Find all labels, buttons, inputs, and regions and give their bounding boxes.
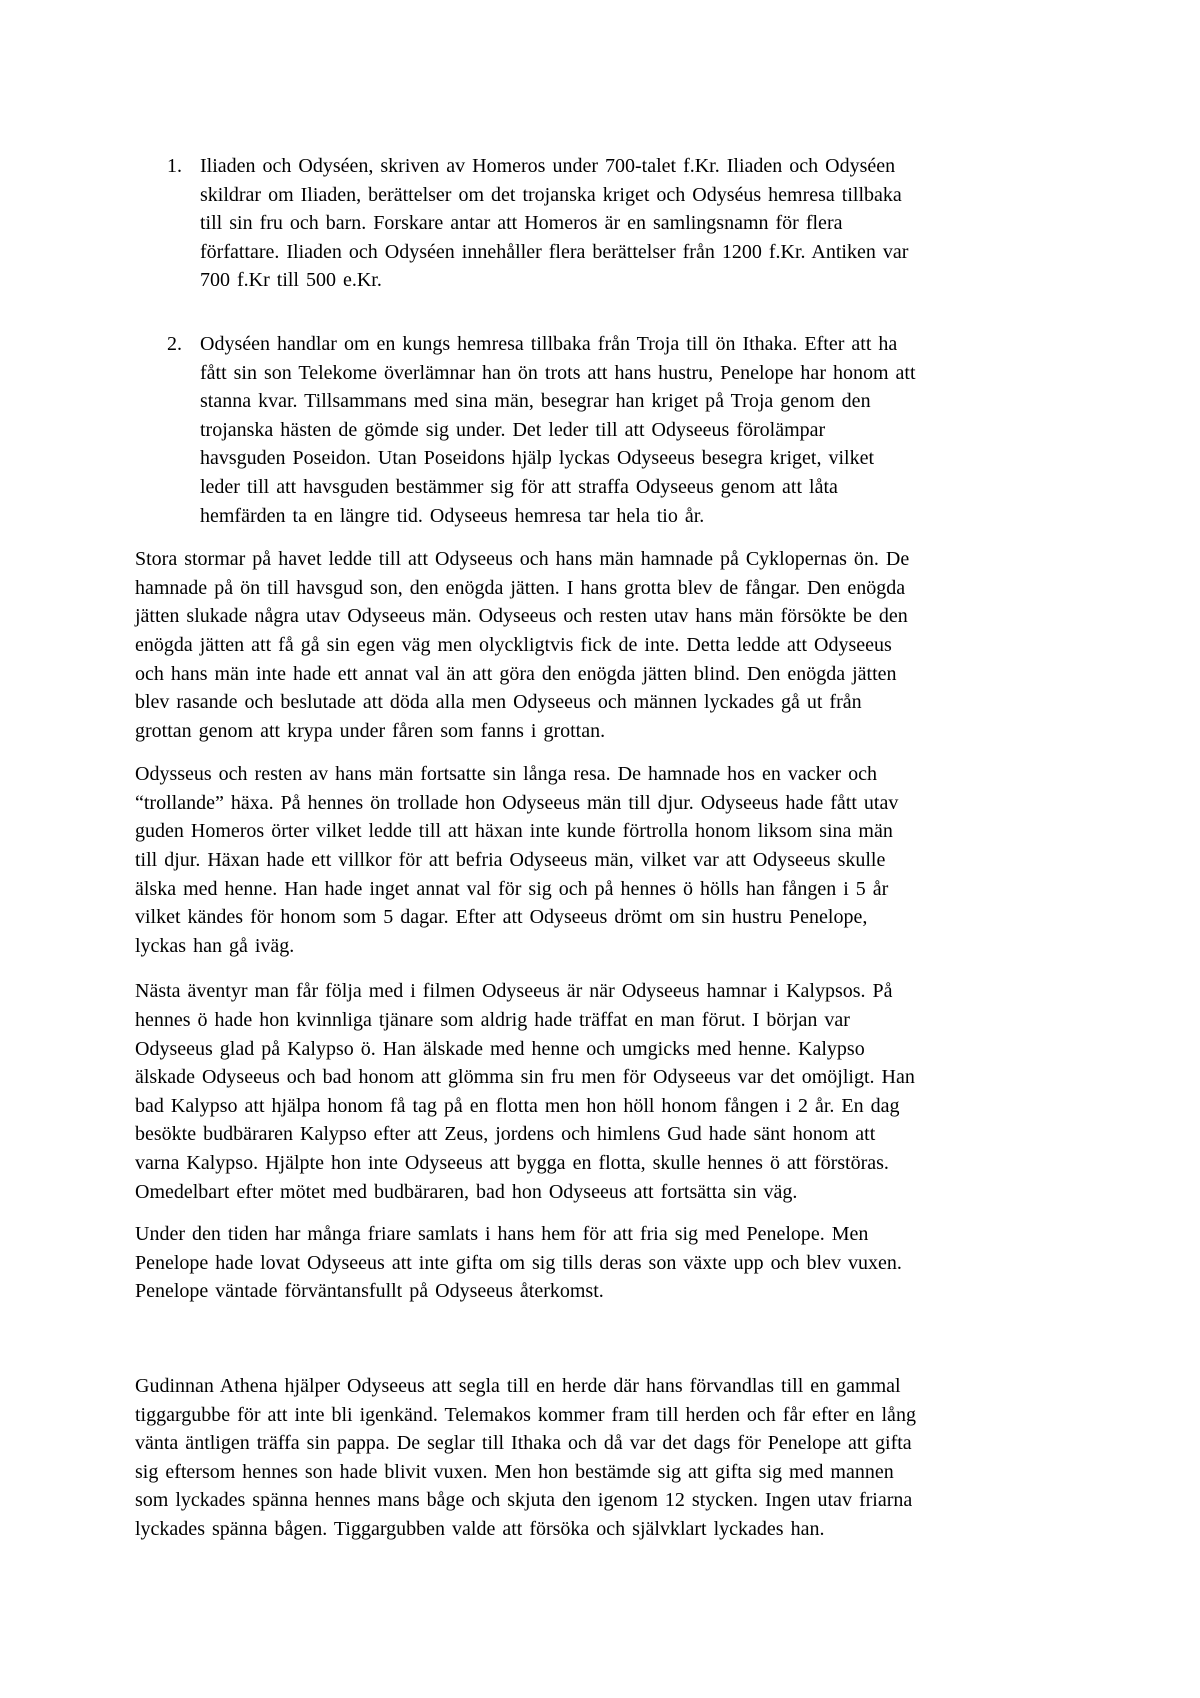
- text-line: Penelope hade lovat Odyseeus att inte gifta om sig tills deras son växte upp och blev vuxen.: [135, 1251, 902, 1274]
- text-line: grottan genom att krypa under fåren som fanns i grottan.: [135, 719, 606, 742]
- text-line: besökte budbäraren Kalypso efter att Zeus, jordens och himlens Gud hade sänt honom att: [135, 1123, 876, 1146]
- text-line: älska med henne. Han hade inget annat val för sig och på hennes ö hölls han fången i 5 år: [135, 877, 889, 900]
- paragraph: [135, 760, 1085, 960]
- text-line: Gudinnan Athena hjälper Odyseeus att segla till en herde där hans förvandlas till en gammal: [135, 1374, 901, 1397]
- text-line: leder till att havsguden bestämmer sig för att straffa Odyseeus genom att låta: [200, 475, 838, 498]
- text-line: bad Kalypso att hjälpa honom få tag på en flotta men hon höll honom fången i 2 år. En dag: [135, 1094, 900, 1117]
- text-line: sig eftersom hennes son hade blivit vuxen. Men hon bestämde sig att gifta sig med mannen: [135, 1460, 894, 1483]
- list-number: 2.: [167, 332, 182, 355]
- paragraph: [135, 1220, 1085, 1306]
- text-line: jätten slukade några utav Odyseeus män. Odyseeus och resten utav hans män försökte be den: [135, 605, 908, 628]
- text-line: trojanska hästen de gömde sig under. Det leder till att Odyseeus förolämpar: [200, 418, 826, 441]
- text-line: Penelope väntade förväntansfullt på Odyseeus återkomst.: [135, 1280, 604, 1303]
- text-line: hennes ö hade hon kvinnliga tjänare som aldrig hade träffat en man förut. I början var: [135, 1009, 850, 1032]
- text-line: havsguden Poseidon. Utan Poseidons hjälp lyckas Odyseeus besegra kriget, vilket: [200, 447, 874, 470]
- text-line: guden Homeros örter vilket ledde till att häxan inte kunde förtrolla honom liksom sina män: [135, 820, 893, 843]
- text-line: skildrar om Iliaden, berättelser om det trojanska kriget och Odyséus hemresa tillbaka: [200, 183, 902, 206]
- list-number: 1.: [167, 155, 182, 177]
- text-line: vänta äntligen träffa sin pappa. De seglar till Ithaka och då var det dags för Penelope att gifta: [135, 1432, 912, 1455]
- text-line: hamnade på ön till havsgud son, den enögda jätten. I hans grotta blev de fångar. Den enögda: [135, 576, 906, 599]
- text-line: hemfärden ta en längre tid. Odyseeus hemresa tar hela tio år.: [200, 504, 705, 527]
- text-line: Under den tiden har många friare samlats i hans hem för att fria sig med Penelope. Men: [135, 1223, 869, 1246]
- text-line: älskade Odyseeus och bad honom att glömma sin fru men för Odyseeus var det omöjligt. Han: [135, 1066, 915, 1089]
- paragraph: [135, 1372, 1085, 1544]
- text-line: blev rasande och beslutade att döda alla men Odyseeus och männen lyckades gå ut från: [135, 691, 862, 714]
- text-line: varna Kalypso. Hjälpte hon inte Odyseeus att bygga en flotta, skulle hennes ö att förstöras.: [135, 1152, 889, 1174]
- text-line: Odysseus och resten av hans män fortsatte sin långa resa. De hamnade hos en vacker och: [135, 763, 877, 786]
- text-line: tiggargubbe för att inte bli igenkänd. Telemakos kommer fram till herden och får efter en lång: [135, 1403, 916, 1426]
- text-line: enögda jätten att få gå sin egen väg men olyckligtvis fick de inte. Detta ledde att Odyseeus: [135, 633, 892, 656]
- text-line: och hans män inte hade ett annat val än att göra den enögda jätten blind. Den enögda jätten: [135, 662, 897, 685]
- text-line: Nästa äventyr man får följa med i filmen Odyseeus är när Odyseeus hamnar i Kalypsos. På: [135, 980, 893, 1003]
- text-line: lyckades spänna bågen. Tiggargubben valde att försöka och självklart lyckades han.: [135, 1517, 825, 1540]
- numbered-list-item: [135, 152, 1085, 295]
- paragraph: [135, 545, 1085, 745]
- text-line: “trollande” häxa. På hennes ön trollade hon Odyseeus män till djur. Odyseeus hade fått utav: [135, 791, 899, 814]
- text-line: vilket kändes för honom som 5 dagar. Efter att Odyseeus drömt om sin hustru Penelope,: [135, 906, 868, 929]
- text-line: Stora stormar på havet ledde till att Odyseeus och hans män hamnade på Cyklopernas ön. De: [135, 548, 910, 571]
- text-line: 700 f.Kr till 500 e.Kr.: [200, 269, 382, 292]
- text-line: till sin fru och barn. Forskare antar att Homeros är en samlingsnamn för flera: [200, 212, 843, 235]
- text-line: författare. Iliaden och Odyséen innehåller flera berättelser från 1200 f.Kr. Antiken var: [200, 240, 909, 263]
- text-line: som lyckades spänna hennes mans båge och skjuta den igenom 12 stycken. Ingen utav friarna: [135, 1489, 913, 1512]
- paragraph: [135, 977, 1085, 1206]
- text-line: stanna kvar. Tillsammans med sina män, besegrar han kriget på Troja genom den: [200, 390, 871, 413]
- text-line: till djur. Häxan hade ett villkor för att befria Odyseeus män, vilket var att Odyseeus skulle: [135, 849, 886, 872]
- text-line: fått sin son Telekome överlämnar han ön trots att hans hustru, Penelope har honom att: [200, 361, 916, 384]
- numbered-list-item: [135, 330, 1085, 530]
- document-content: [135, 152, 1085, 1544]
- text-line: Odyséen handlar om en kungs hemresa tillbaka från Troja till ön Ithaka. Efter att ha: [200, 332, 898, 355]
- text-line: Iliaden och Odyséen, skriven av Homeros under 700-talet f.Kr. Iliaden och Odyséen: [200, 155, 896, 177]
- text-line: Omedelbart efter mötet med budbäraren, bad hon Odyseeus att fortsätta sin väg.: [135, 1180, 798, 1203]
- text-line: lyckas han gå iväg.: [135, 934, 295, 957]
- text-line: Odyseeus glad på Kalypso ö. Han älskade med henne och umgicks med henne. Kalypso: [135, 1037, 865, 1060]
